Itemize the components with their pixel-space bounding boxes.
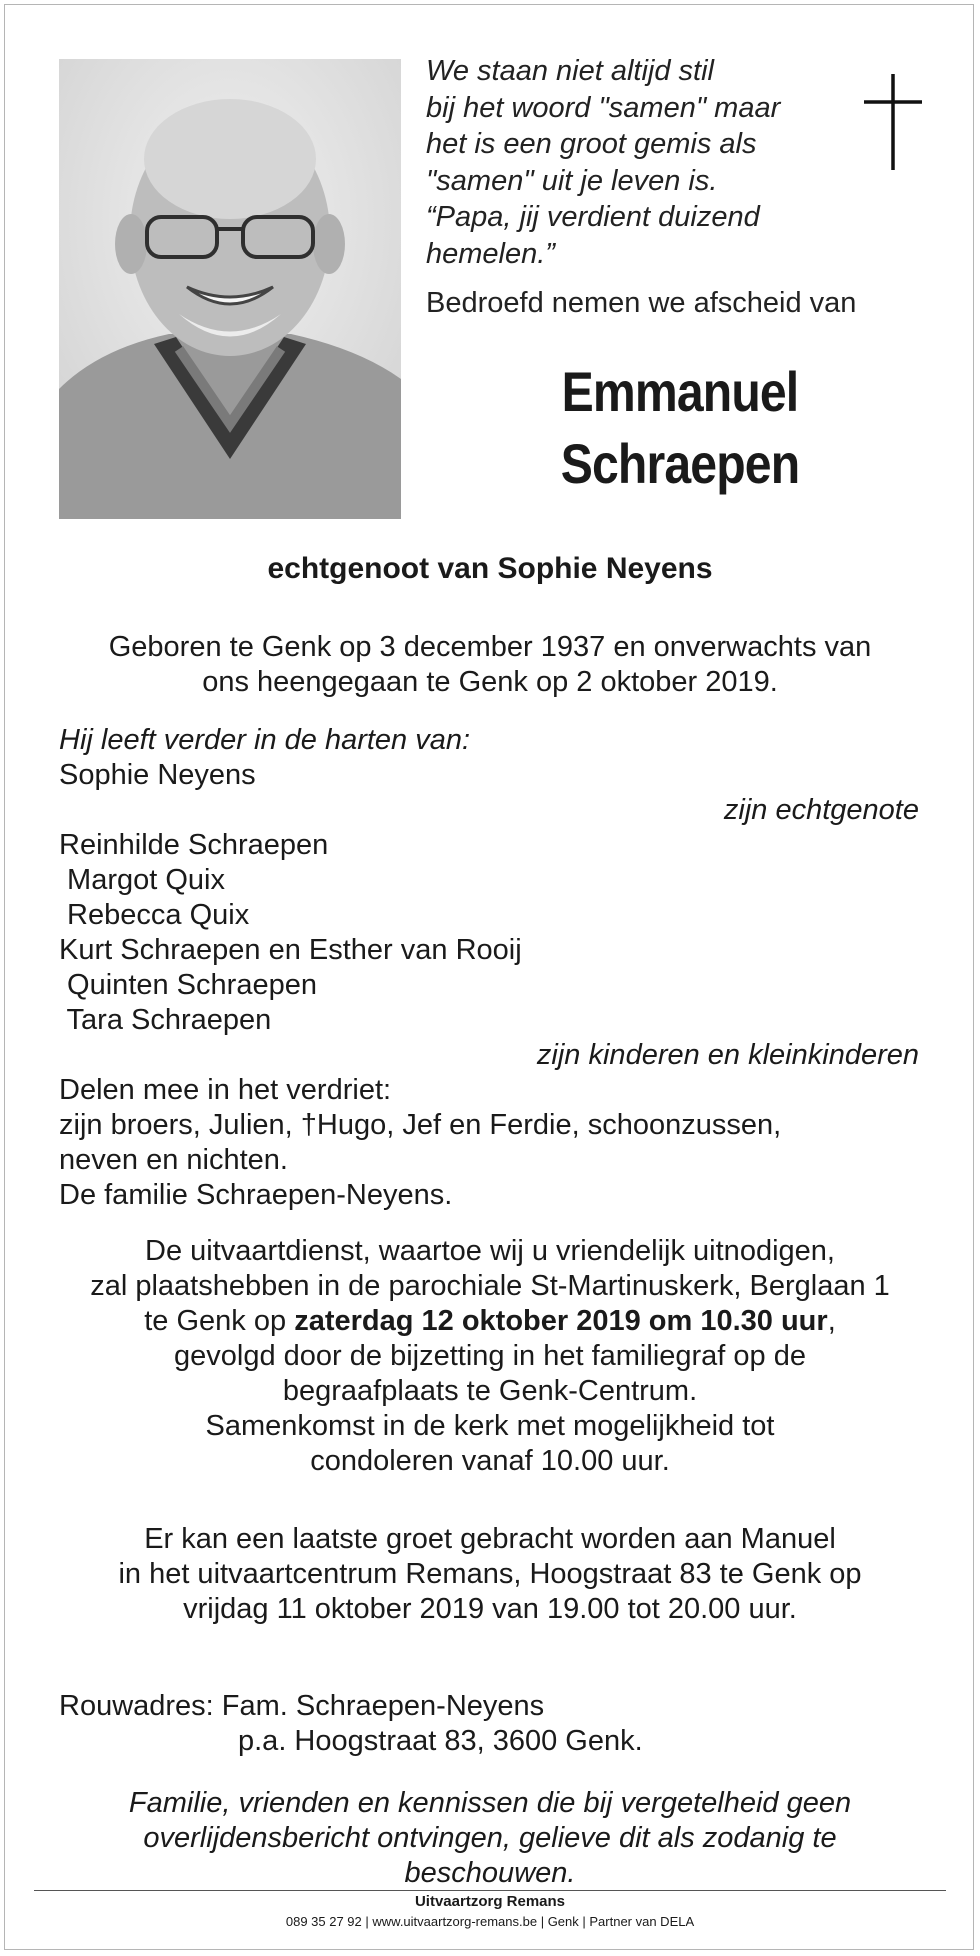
farewell-line: vrijdag 11 oktober 2019 van 19.00 tot 20.00 uur. xyxy=(183,1593,797,1625)
child-entry: Tara Schraepen xyxy=(59,1004,272,1036)
child-entry: Kurt Schraepen en Esther van Rooij xyxy=(59,934,522,966)
poem-line: “Papa, jij verdient duizend xyxy=(426,201,760,233)
address-line: p.a. Hoogstraat 83, 3600 Genk. xyxy=(238,1725,643,1757)
child-entry: Reinhilde Schraepen xyxy=(59,829,329,861)
closing-note xyxy=(40,1786,940,1891)
poem-line: "samen" uit je leven is. xyxy=(426,164,718,197)
farewell-info xyxy=(20,1522,960,1627)
born-line: ons heengegaan te Genk op 2 oktober 2019. xyxy=(202,666,778,698)
spouse-role: zijn echtgenote xyxy=(723,794,919,826)
cross-icon xyxy=(862,72,924,172)
note-line: overlijdensbericht ontvingen, gelieve dit als zodanig te xyxy=(143,1822,837,1854)
others-line: zijn broers, Julien, †Hugo, Jef en Ferdie, schoonzussen, xyxy=(59,1109,782,1141)
service-line: De uitvaartdienst, waartoe wij u vriendelijk uitnodigen, xyxy=(145,1235,835,1267)
service-line: zal plaatshebben in de parochiale St-Martinuskerk, Berglaan 1 xyxy=(90,1270,890,1302)
child-entry: Quinten Schraepen xyxy=(59,969,317,1001)
service-date: zaterdag 12 oktober 2019 om 10.30 uur xyxy=(294,1305,828,1337)
service-line: condoleren vanaf 10.00 uur. xyxy=(310,1445,670,1477)
service-line: Samenkomst in de kerk met mogelijkheid tot xyxy=(205,1410,775,1442)
service-info xyxy=(20,1234,960,1479)
footer-divider xyxy=(34,1890,946,1891)
poem-line: hemelen.” xyxy=(426,237,555,270)
born-line: Geboren te Genk op 3 december 1937 en onverwachts van xyxy=(108,631,872,663)
intro-text: Bedroefd nemen we afscheid van xyxy=(426,287,857,319)
poem-line: bij het woord "samen" maar xyxy=(426,91,781,124)
spouse-line: echtgenoot van Sophie Neyens xyxy=(267,552,713,585)
others-line: neven en nichten. xyxy=(59,1144,288,1176)
spouse-name: Sophie Neyens xyxy=(59,759,256,791)
deceased-name xyxy=(508,356,852,500)
portrait-photo xyxy=(59,59,401,519)
note-line: beschouwen. xyxy=(404,1857,576,1889)
poem-line: het is een groot gemis als xyxy=(426,128,757,160)
poem-line: We staan niet altijd stil xyxy=(426,55,714,87)
poem xyxy=(426,53,866,272)
service-line: begraafplaats te Genk-Centrum. xyxy=(282,1375,698,1407)
service-date-suffix: , xyxy=(827,1305,836,1337)
birth-death-info xyxy=(40,630,940,700)
child-entry: Margot Quix xyxy=(59,864,225,896)
survivors-heading: Hij leeft verder in de harten van: xyxy=(59,724,471,756)
child-entry: Rebecca Quix xyxy=(59,899,250,931)
service-line xyxy=(20,1304,960,1339)
mourning-address xyxy=(59,1689,643,1759)
note-line: Familie, vrienden en kennissen die bij vergetelheid geen xyxy=(128,1787,852,1819)
first-name: Emmanuel xyxy=(561,360,799,423)
last-name: Schraepen xyxy=(560,432,800,495)
survivors-list xyxy=(59,723,919,1213)
farewell-line: in het uitvaartcentrum Remans, Hoogstraat 83 te Genk op xyxy=(118,1558,862,1590)
children-role: zijn kinderen en kleinkinderen xyxy=(536,1039,919,1071)
others-line: De familie Schraepen-Neyens. xyxy=(59,1179,453,1211)
others-line: Delen mee in het verdriet: xyxy=(59,1074,392,1106)
footer-info: 089 35 27 92 | www.uitvaartzorg-remans.be | Genk | Partner van DELA xyxy=(285,1914,695,1929)
service-date-prefix: te Genk op xyxy=(144,1305,295,1337)
address-line: Rouwadres: Fam. Schraepen-Neyens xyxy=(59,1690,545,1722)
farewell-line: Er kan een laatste groet gebracht worden aan Manuel xyxy=(144,1523,836,1555)
service-line: gevolgd door de bijzetting in het familiegraf op de xyxy=(174,1340,806,1372)
footer-title: Uitvaartzorg Remans xyxy=(414,1893,566,1910)
